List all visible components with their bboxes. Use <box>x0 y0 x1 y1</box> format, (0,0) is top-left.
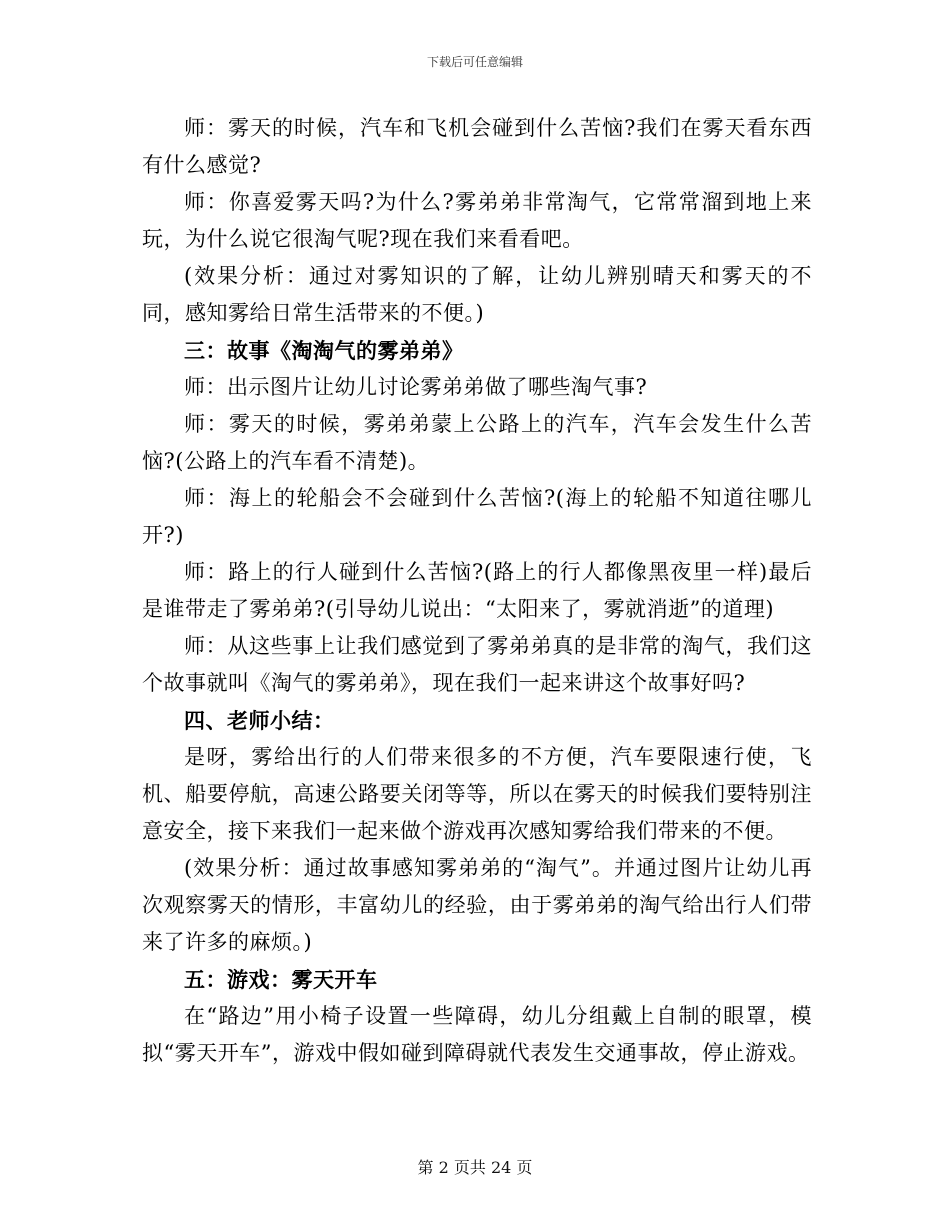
paragraph: 师：海上的轮船会不会碰到什么苦恼?(海上的轮船不知道往哪儿开?) <box>142 486 812 547</box>
section-heading: 五：游戏：雾天开车 <box>184 967 378 992</box>
paragraph: 在“路边”用小椅子设置一些障碍，幼儿分组戴上自制的眼罩，模拟“雾天开车”，游戏中假如碰到障碍就代表发生交通事故，停止游戏。 <box>142 1004 812 1065</box>
paragraph: 师：雾天的时候，汽车和飞机会碰到什么苦恼?我们在雾天看东西有什么感觉? <box>142 116 812 177</box>
paragraph: 师：雾天的时候，雾弟弟蒙上公路上的汽车，汽车会发生什么苦恼?(公路上的汽车看不清楚)。 <box>142 412 812 473</box>
paragraph: 师：出示图片让幼儿讨论雾弟弟做了哪些淘气事? <box>184 375 648 399</box>
paragraph: 师：从这些事上让我们感觉到了雾弟弟真的是非常的淘气，我们这个故事就叫《淘气的雾弟弟》，现在我们一起来讲这个故事好吗? <box>142 634 812 695</box>
page-footer: 第 2 页共 24 页 <box>417 1158 533 1177</box>
paragraph: 师：路上的行人碰到什么苦恼?(路上的行人都像黑夜里一样)最后是谁带走了雾弟弟?(引导幼儿说出：“太阳来了，雾就消逝”的道理) <box>142 560 812 621</box>
paragraph: 是呀，雾给出行的人们带来很多的不方便，汽车要限速行使，飞机、船要停航，高速公路要关闭等等，所以在雾天的时候我们要特别注意安全，接下来我们一起来做个游戏再次感知雾给我们带来的不便。 <box>142 745 812 843</box>
document-body <box>142 110 812 1072</box>
section-heading: 四、老师小结： <box>184 708 335 733</box>
paragraph: (效果分析：通过故事感知雾弟弟的“淘气”。并通过图片让幼儿再次观察雾天的情形，丰富幼儿的经验，由于雾弟弟的淘气给出行人们带来了许多的麻烦。) <box>142 856 812 954</box>
page-header: 下载后可任意编辑 <box>426 55 523 69</box>
paragraph: 师：你喜爱雾天吗?为什么?雾弟弟非常淘气，它常常溜到地上来玩，为什么说它很淘气呢?现在我们来看看吧。 <box>142 190 812 251</box>
paragraph: (效果分析：通过对雾知识的了解，让幼儿辨别晴天和雾天的不同，感知雾给日常生活带来的不便。) <box>142 264 812 325</box>
section-heading: 三：故事《淘淘气的雾弟弟》 <box>184 338 464 363</box>
